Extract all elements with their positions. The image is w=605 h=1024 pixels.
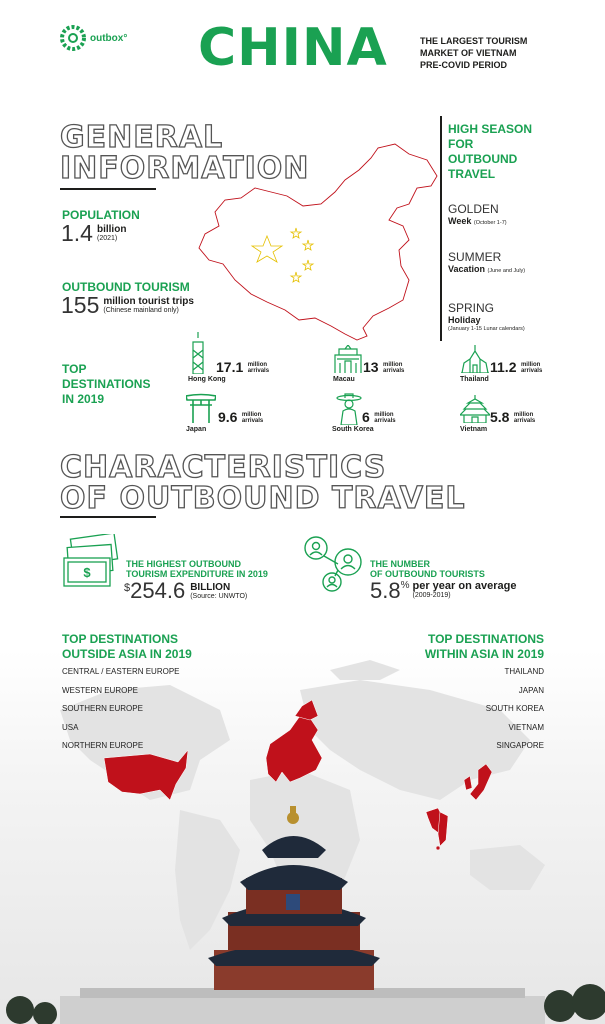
people-network-icon — [302, 536, 366, 592]
divider — [440, 116, 442, 341]
list-item: WESTERN EUROPE — [62, 685, 139, 695]
logo-text: outbox° — [90, 32, 128, 44]
high-season-title: HIGH SEASON FOR OUTBOUND TRAVEL — [448, 122, 533, 181]
destination-south-korea: 6 million arrivals South Korea — [336, 393, 362, 430]
flag-stars-icon — [252, 228, 313, 282]
outbound-value: 155 — [61, 292, 100, 318]
page-title: CHINA — [198, 18, 388, 78]
destination-macau: 13 million arrivals Macau — [333, 345, 363, 378]
money-bills-icon — [62, 534, 120, 590]
list-item: SOUTHERN EUROPE — [62, 704, 143, 714]
destination-vietnam: 5.8 million arrivals Vietnam — [460, 395, 490, 428]
divider — [60, 188, 156, 190]
list-item: SINGAPORE — [496, 741, 544, 751]
season-spring: SPRING Holiday (January 1-15 Lunar calendars) — [448, 301, 525, 332]
growth-value-group: 5.8 % per year on average (2009-2019) — [370, 578, 517, 603]
expenditure-value-group: $ 254.6 BILLION (Source: UNWTO) — [124, 578, 248, 603]
torii-gate-icon — [186, 393, 216, 423]
within-asia-list — [486, 663, 544, 756]
population-unit: billion — [96, 224, 127, 235]
list-item: USA — [62, 722, 79, 732]
population-label: POPULATION — [62, 208, 140, 222]
characteristics-title: CHARACTERISTICS OF OUTBOUND TRAVEL — [60, 450, 466, 516]
header-subtitle: THE LARGEST TOURISM MARKET OF VIETNAM PRE-COVID PERIOD — [420, 36, 528, 70]
growth-value: 5.8 — [370, 578, 401, 603]
singapore-shape — [436, 846, 440, 850]
season-summer: SUMMER Vacation (June and July) — [448, 250, 526, 274]
outbound-note: (Chinese mainland only) — [103, 307, 179, 314]
outbound-value-group — [61, 293, 194, 317]
pagoda-icon — [460, 395, 490, 423]
list-item: JAPAN — [518, 685, 544, 695]
bank-tower-icon — [188, 332, 208, 374]
destination-thailand: 11.2 million arrivals Thailand — [460, 345, 490, 378]
population-value: 1.4 — [61, 220, 93, 246]
destination-hong-kong: 17.1 million arrivals Hong Kong — [188, 332, 208, 379]
within-asia-title: TOP DESTINATIONS WITHIN ASIA IN 2019 — [424, 632, 544, 661]
outbound-label: OUTBOUND TOURISM — [62, 280, 190, 294]
list-item: CENTRAL / EASTERN EUROPE — [62, 667, 180, 676]
expenditure-value: 254.6 — [130, 578, 186, 603]
general-info-title: GENERAL INFORMATION — [60, 120, 310, 186]
svg-text:$: $ — [83, 565, 91, 580]
logo — [60, 25, 127, 51]
list-item: THAILAND — [504, 667, 544, 676]
expenditure-label: THE HIGHEST OUTBOUND TOURISM EXPENDITURE IN 2019 — [126, 559, 268, 579]
china-map — [195, 140, 440, 345]
korean-figure-icon — [336, 393, 362, 425]
temple-icon — [460, 345, 490, 373]
outbox-logo-icon — [60, 25, 86, 51]
ruins-facade-icon — [333, 345, 363, 373]
outside-asia-list — [62, 663, 180, 756]
season-golden: GOLDEN Week (October 1-7) — [448, 202, 507, 226]
outbound-unit: million tourist trips — [103, 296, 194, 307]
destination-japan: 9.6 million arrivals Japan — [186, 393, 216, 428]
list-item: SOUTH KOREA — [485, 704, 544, 714]
outside-asia-title: TOP DESTINATIONS OUTSIDE ASIA IN 2019 — [62, 632, 192, 661]
list-item: VIETNAM — [508, 722, 544, 732]
population-value-group — [61, 221, 126, 245]
divider — [60, 516, 156, 518]
population-note: (2021) — [96, 235, 118, 242]
top-destinations-title: TOP DESTINATIONS IN 2019 — [62, 362, 151, 406]
growth-label: THE NUMBER OF OUTBOUND TOURISTS — [370, 559, 485, 579]
list-item: NORTHERN EUROPE — [62, 741, 144, 751]
